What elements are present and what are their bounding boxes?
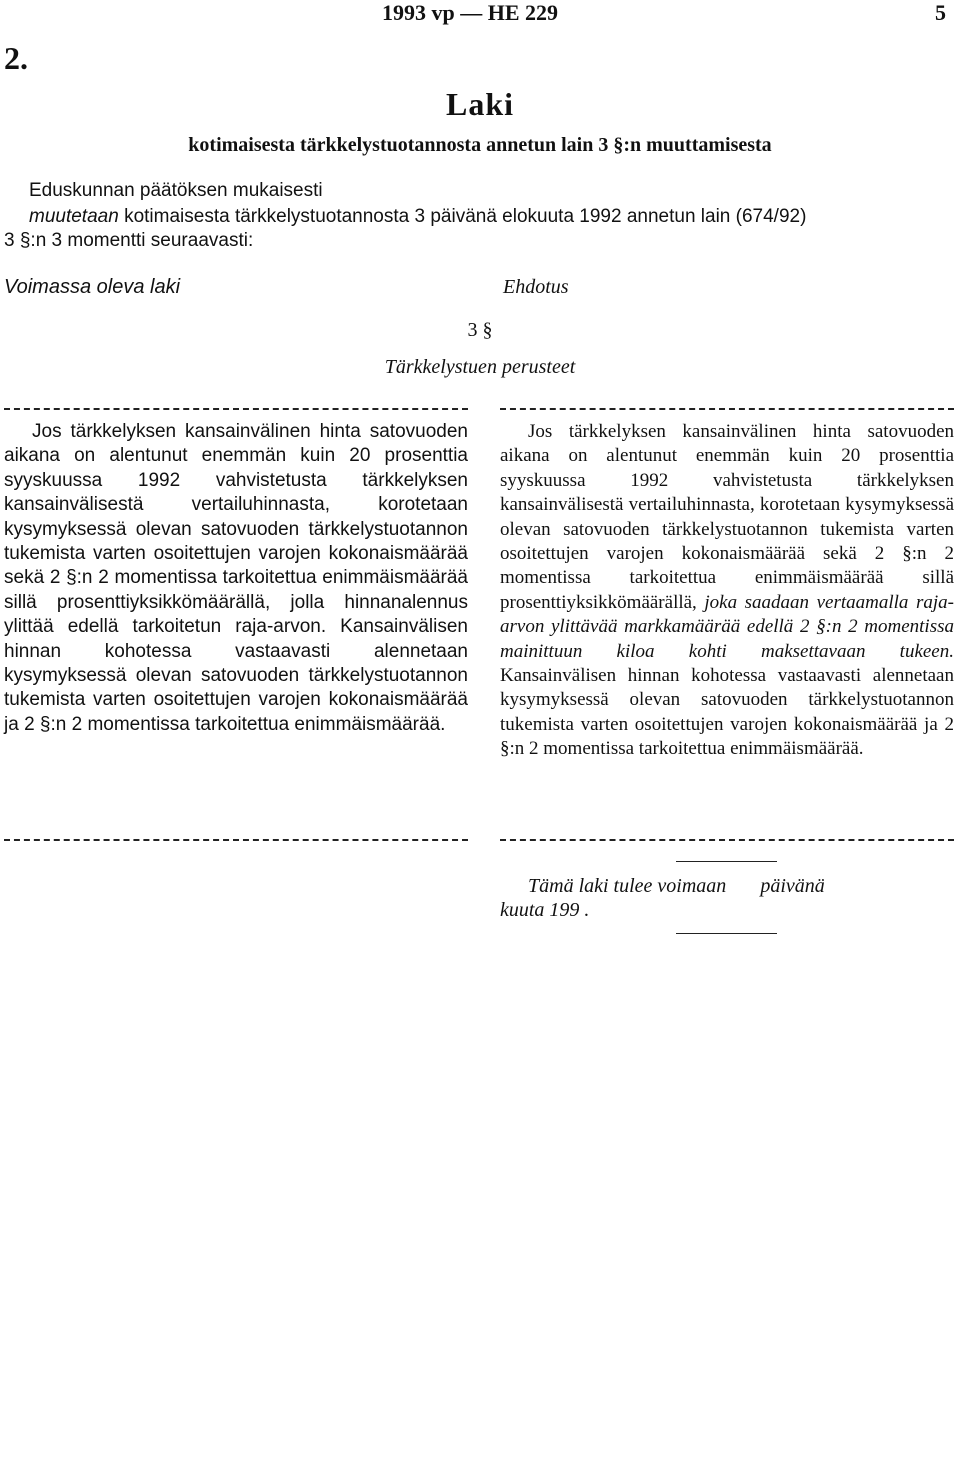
intro-verb: muutetaan [29, 206, 119, 227]
proposal-paragraph [500, 420, 954, 762]
section-number: 3 § [467, 319, 493, 341]
intro-line-1: Eduskunnan päätöksen mukaisesti [29, 180, 323, 201]
page-number: 5 [935, 0, 946, 25]
entry-into-force-day: päivänä [760, 875, 825, 897]
proposal-text [500, 420, 954, 762]
entry-into-force-text: Tämä laki tulee voimaan [528, 875, 727, 897]
current-law-heading: Voimassa oleva laki [4, 276, 181, 298]
separator-rule-bottom [676, 933, 777, 934]
current-law-paragraph: Jos tärkkelyksen kansainvälinen hinta satovuoden aikana on alentunut enemmän kuin 20 prosenttia syyskuussa 1992 vahvistetusta tärkkelyksen kansainvälisestä vertailuhinnasta, korotetaan kysymyksessä olevan satovuoden tärkkelystuotannon tukemista varten osoitettujen varojen kokonaismäärää sekä 2 §:n 2 momentissa tarkoitettua enimmäismäärää sillä prosenttiyksikkömäärällä, jolla hinnanalennus ylittää edellä tarkoitetun raja-arvon. Kansainvälisen hinnan kohotessa vastaavasti alennetaan kysymyksessä olevan satovuoden tärkkelystuotannon tukemista varten osoitettujen varojen kokonaismäärää ja 2 §:n 2 momentissa tarkoitettua enimmäismäärää. [4, 421, 468, 735]
entry-into-force-clause [500, 874, 954, 922]
document-title: Laki [445, 86, 515, 122]
proposal-heading: Ehdotus [503, 276, 569, 298]
omission-line-right-top [500, 408, 954, 410]
section-title: Tärkkelystuen perusteet [384, 356, 576, 378]
document-subtitle: kotimaisesta tärkkelystuotannosta annetun lain 3 §:n muuttamisesta [188, 134, 772, 156]
intro-line-3: 3 §:n 3 momentti seuraavasti: [4, 230, 254, 251]
separator-rule-top [676, 861, 777, 862]
proposal-text-part-1: Jos tärkkelyksen kansainvälinen hinta satovuoden aikana on alentunut enemmän kuin 20 prosenttia syyskuussa 1992 vahvistetusta tärkkelyksen kansainvälisestä vertailuhinnasta, korotetaan kysymyksessä olevan satovuoden tärkkelystuotannon tukemista varten osoitettujen varojen kokonaismäärää sekä 2 §:n 2 momentissa tarkoitettua enimmäismäärää sillä prosenttiyksikkömäärällä, [500, 421, 954, 613]
running-head: 1993 vp — HE 229 [382, 0, 559, 25]
entry-into-force-month: kuuta 199 . [500, 899, 590, 921]
current-law-text [4, 420, 468, 737]
intro-line-2 [29, 206, 806, 228]
omission-line-left-bottom [4, 839, 468, 841]
document-number: 2. [4, 40, 28, 76]
intro-line-2-rest: kotimaisesta tärkkelystuotannosta 3 päivänä elokuuta 1992 annetun lain (674/92) [118, 206, 807, 227]
proposal-amendment: joka saadaan vertaamalla raja-arvon ylittävää markkamäärää edellä 2 §:n 2 momentissa mainittuun kiloa kohti maksettavaan tukeen. [500, 591, 954, 662]
proposal-text-part-2: Kansainvälisen hinnan kohotessa vastaavasti alennetaan kysymyksessä olevan satovuoden tärkkelystuotannon tukemista varten osoitettujen varojen kokonaismäärää ja 2 §:n 2 momentissa tarkoitettua enimmäismäärää. [500, 665, 954, 760]
omission-line-left-top [4, 408, 468, 410]
omission-line-right-bottom [500, 839, 954, 841]
